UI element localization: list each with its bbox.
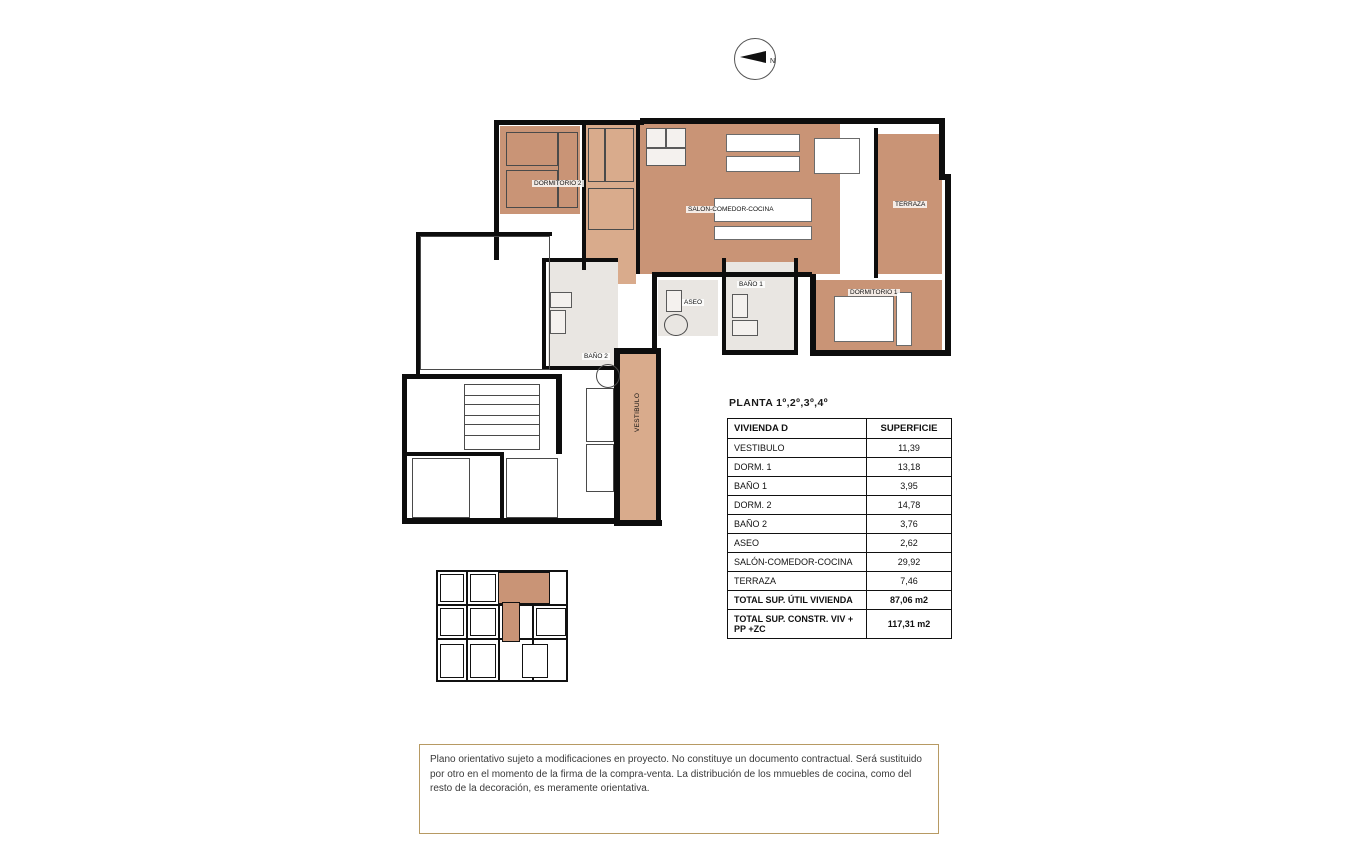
wall-terraza-left — [874, 128, 878, 278]
table-cell-area: 13,18 — [867, 458, 952, 477]
table-cell-room: BAÑO 1 — [728, 477, 867, 496]
wc-bano2 — [550, 310, 566, 334]
wall-pasillo-left — [582, 124, 586, 270]
table-cell-area: 3,76 — [867, 515, 952, 534]
table-total-row — [728, 591, 952, 610]
sink-bano1 — [732, 320, 758, 336]
table-header-vivienda: VIVIENDA D — [728, 419, 867, 439]
keyplan-room — [470, 574, 496, 602]
compass-rose — [726, 32, 782, 88]
wall-core-mid — [402, 452, 502, 456]
lift-2 — [506, 458, 558, 518]
wall-core-right — [556, 374, 562, 454]
keyplan-wall-right — [566, 570, 568, 682]
keyplan-room — [440, 608, 464, 636]
kitchen-hob — [666, 128, 686, 148]
planta-title: PLANTA 1º,2º,3º,4º — [729, 397, 828, 409]
kitchen-counter — [646, 148, 686, 166]
wall-bano1-left — [722, 258, 726, 354]
keyplan-room — [522, 644, 548, 678]
table-header-superficie: SUPERFICIE — [867, 419, 952, 439]
table-row — [728, 477, 952, 496]
compass-needle-icon — [740, 51, 766, 63]
closet-pasillo-3 — [588, 188, 634, 230]
bed-dorm2-lower — [506, 170, 558, 208]
wardrobe-dorm2 — [558, 132, 578, 208]
keyplan-room — [470, 608, 496, 636]
room-label-aseo: ASEO — [684, 299, 703, 306]
wall-core-top — [402, 374, 562, 379]
wc-bano1 — [732, 294, 748, 318]
table-row — [728, 458, 952, 477]
wall-right-upper — [939, 122, 945, 178]
table-cell-area: 2,62 — [867, 534, 952, 553]
table-cell-area: 29,92 — [867, 553, 952, 572]
room-label-terraza: TERRAZA — [895, 201, 926, 208]
wall-core-inner-v — [500, 452, 504, 524]
lift-1 — [412, 458, 470, 518]
table-cell-room: BAÑO 2 — [728, 515, 867, 534]
compass-north-label: N — [770, 58, 776, 65]
bed-dorm1 — [834, 296, 894, 342]
coffee-table — [714, 226, 812, 240]
wall-vest-right — [656, 348, 661, 526]
closet-vestibulo-2 — [586, 444, 614, 492]
room-label-salon: SALON-COMEDOR-COCINA — [688, 206, 774, 213]
wall-core-bottom — [402, 518, 614, 524]
disclaimer-text: Plano orientativo sujeto a modificaciones en proyecto. No constituye un documento contractual. Será sustituido por otro en el momento de la firma de la compra-venta. La distribución de los mmuebles de cocina, como del resto de la decoración, es meramente orientativa. — [430, 754, 922, 794]
room-label-dormitorio2: DORMITORIO 2 — [534, 180, 582, 187]
wc-aseo — [666, 290, 682, 312]
keyplan-wall-bottom — [436, 680, 568, 682]
room-label-vestibulo: VESTIBULO — [634, 392, 641, 432]
bed-dorm2-upper — [506, 132, 558, 166]
table-cell-area: 11,39 — [867, 439, 952, 458]
kitchen-sink — [646, 128, 666, 148]
table-cell-area: 14,78 — [867, 496, 952, 515]
table-cell-area: 7,46 — [867, 572, 952, 591]
keyplan-room — [440, 644, 464, 678]
wall-right — [945, 174, 951, 356]
stair-step-2 — [464, 404, 540, 416]
wall-vest-bottom — [614, 520, 662, 526]
wall-top-right — [640, 118, 945, 124]
keyplan-room — [470, 644, 496, 678]
table-row — [728, 496, 952, 515]
table-row — [728, 572, 952, 591]
round-table — [596, 364, 620, 388]
keyplan-wall-left — [436, 570, 438, 682]
room-label-bano1: BAÑO 1 — [739, 281, 763, 288]
keyplan-wall-v1 — [466, 570, 468, 682]
room-fill-vestibulo — [620, 354, 658, 524]
table-cell-area: 3,95 — [867, 477, 952, 496]
table-cell-room: ASEO — [728, 534, 867, 553]
table-cell-total-label: TOTAL SUP. ÚTIL VIVIENDA — [728, 591, 867, 610]
sink-bano2 — [550, 292, 572, 308]
kitchen-upper-cabinets — [726, 134, 800, 152]
table-row — [728, 553, 952, 572]
wall-dorm1-left — [810, 274, 816, 356]
wall-core-left — [402, 374, 407, 524]
stair-step-1 — [464, 384, 540, 396]
table-cell-room: SALÓN-COMEDOR-COCINA — [728, 553, 867, 572]
table-cell-room: TERRAZA — [728, 572, 867, 591]
room-label-bano2: BAÑO 2 — [584, 353, 608, 360]
key-plan-thumbnail — [432, 566, 572, 686]
room-label-dormitorio1: DORMITORIO 1 — [850, 289, 898, 296]
wall-aseo-left — [652, 272, 657, 354]
closet-pasillo-2 — [604, 128, 634, 182]
table-cell-room: VESTIBULO — [728, 439, 867, 458]
wall-bano1-bottom — [722, 350, 798, 355]
keyplan-highlight-corridor — [502, 602, 520, 642]
keyplan-room — [536, 608, 566, 636]
wall-vest-top — [618, 348, 658, 354]
table-row — [728, 534, 952, 553]
closet-vestibulo — [586, 388, 614, 442]
wall-pasillo-right — [636, 124, 640, 274]
wardrobe-dorm1 — [896, 292, 912, 346]
table-cell-total-area: 117,31 m2 — [867, 610, 952, 639]
dining-table — [814, 138, 860, 174]
wall-bano1-right — [794, 258, 798, 354]
table-row — [728, 439, 952, 458]
table-cell-total-area: 87,06 m2 — [867, 591, 952, 610]
sink-aseo — [664, 314, 688, 336]
table-header-row — [728, 419, 952, 439]
table-cell-room: DORM. 2 — [728, 496, 867, 515]
table-total-row — [728, 610, 952, 639]
keyplan-highlight-unit — [498, 572, 550, 604]
table-cell-room: DORM. 1 — [728, 458, 867, 477]
table-cell-total-label: TOTAL SUP. CONSTR. VIV + PP +ZC — [728, 610, 867, 639]
wall-bano2-top — [542, 258, 618, 262]
surface-area-table — [727, 418, 952, 639]
kitchen-lower-cabinets — [726, 156, 800, 172]
keyplan-room — [440, 574, 464, 602]
wall-mid-horizontal — [652, 272, 812, 277]
table-row — [728, 515, 952, 534]
stair-step-3 — [464, 424, 540, 436]
disclaimer-box — [419, 744, 939, 834]
wall-bottom-right — [810, 350, 951, 356]
wall-top-left — [494, 120, 644, 125]
patio-void — [420, 236, 550, 370]
